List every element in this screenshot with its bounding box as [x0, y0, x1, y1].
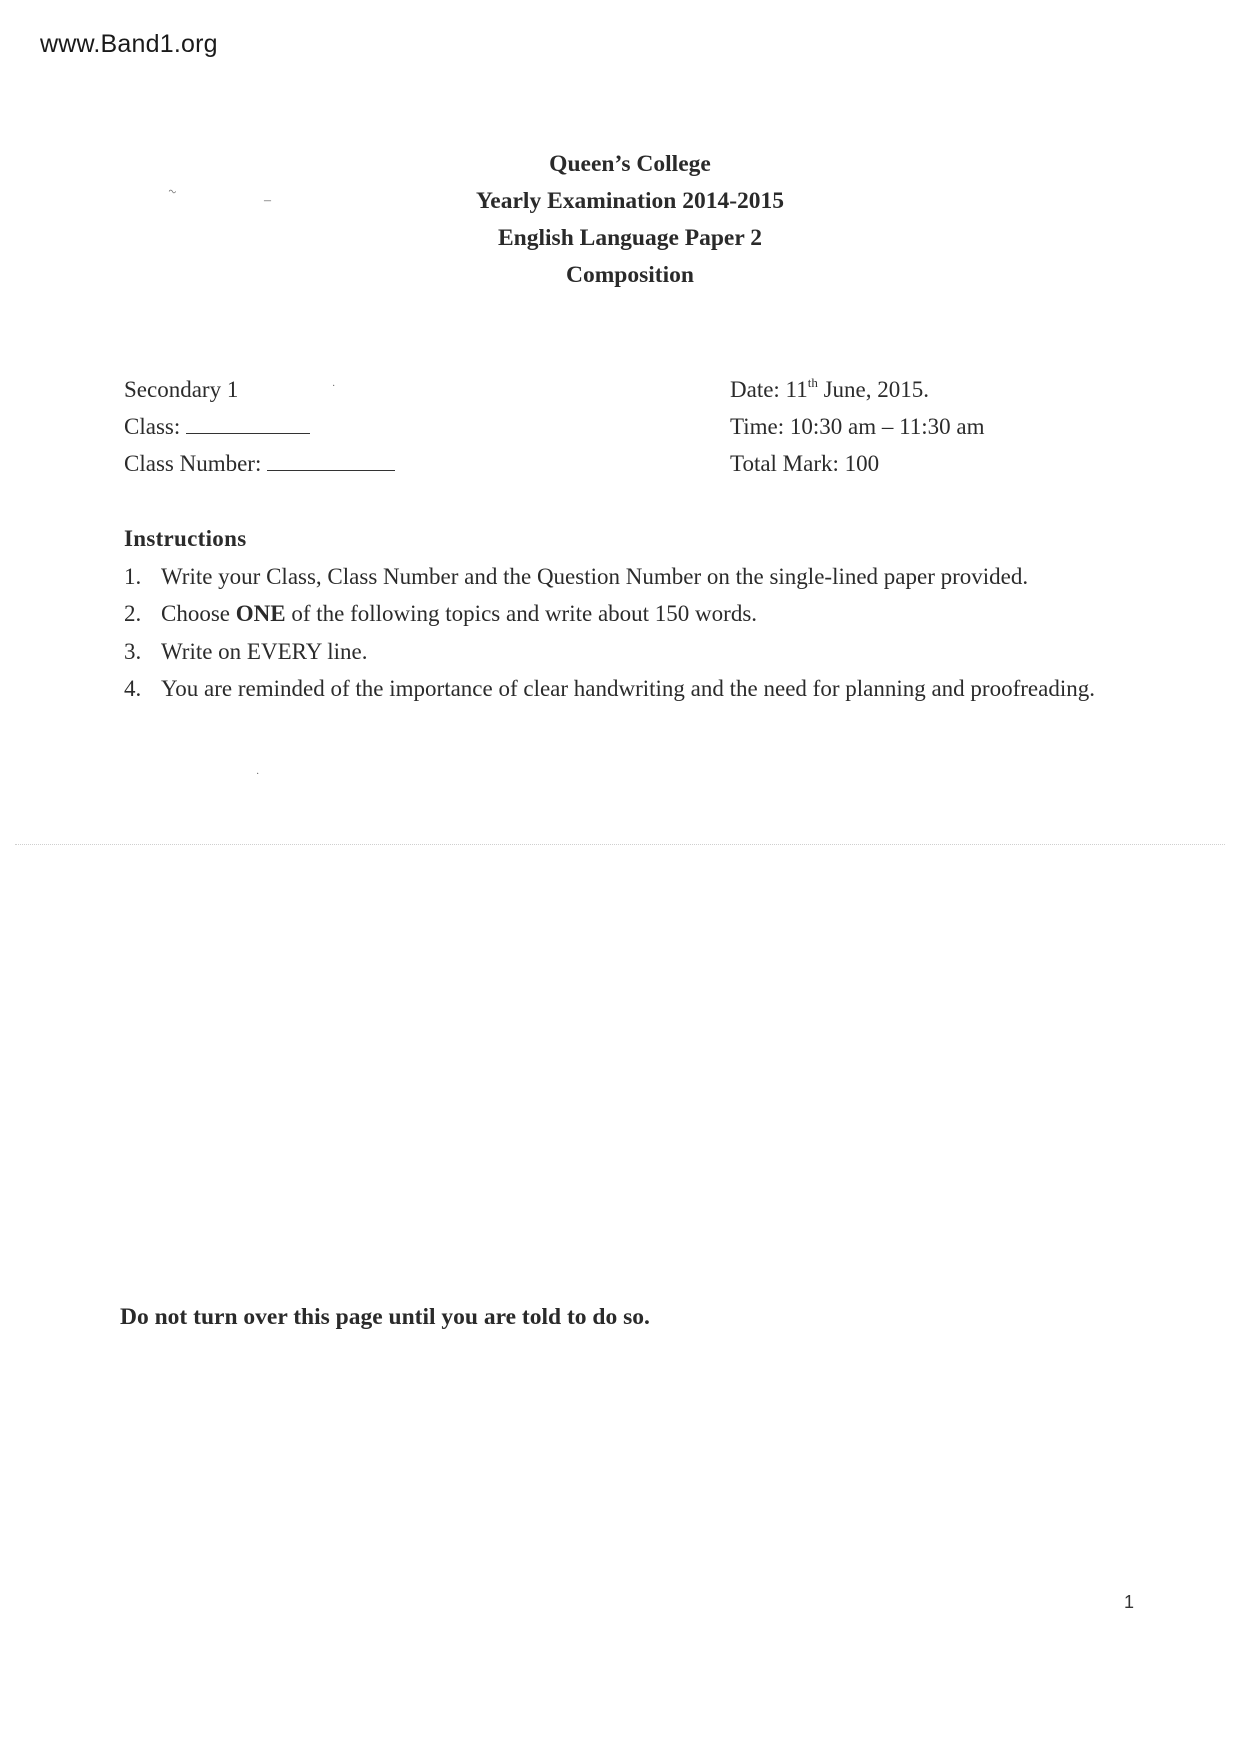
- section-title: Composition: [566, 262, 694, 288]
- instructions-section: [124, 520, 1138, 708]
- class-blank-line: [186, 415, 310, 434]
- paper-title: English Language Paper 2: [498, 225, 762, 251]
- class-number-field: [124, 445, 395, 482]
- instruction-text: Write on EVERY line.: [161, 638, 368, 664]
- warning-notice: Do not turn over this page until you are told to do so.: [120, 1304, 650, 1330]
- instruction-item: [124, 595, 1138, 633]
- scan-speck: ·: [332, 381, 336, 392]
- class-number-blank-line: [267, 452, 395, 471]
- scan-artifact-line: [15, 844, 1225, 845]
- instruction-text-post: of the following topics and write about 150 words.: [285, 601, 758, 626]
- level-label: Secondary 1: [124, 377, 239, 402]
- instruction-number: 2.: [124, 601, 142, 626]
- instruction-text: You are reminded of the importance of clear handwriting and the need for planning and proofreading.: [161, 676, 1095, 701]
- exam-time: Time: 10:30 am – 11:30 am: [730, 414, 985, 439]
- exam-title: Yearly Examination 2014-2015: [475, 188, 785, 214]
- instruction-item: [124, 670, 1138, 708]
- instruction-item: [124, 558, 1138, 596]
- class-label: Class:: [124, 414, 181, 439]
- total-mark: Total Mark: 100: [730, 451, 880, 476]
- instruction-number: 1.: [124, 563, 142, 589]
- date-prefix: Date: 11: [730, 377, 808, 402]
- school-name: Queen’s College: [549, 151, 711, 177]
- date-ordinal-suffix: th: [807, 375, 818, 390]
- date-suffix: June, 2015.: [817, 377, 930, 402]
- student-info-block: [124, 371, 395, 482]
- instruction-number: 3.: [124, 638, 142, 664]
- instruction-emphasis: ONE: [235, 601, 286, 626]
- instruction-text: Write your Class, Class Number and the Question Number on the single-lined paper provided.: [161, 563, 1029, 589]
- instruction-number: 4.: [124, 676, 142, 701]
- exam-info-block: [730, 371, 985, 482]
- watermark-url: www.Band1.org: [40, 30, 218, 58]
- instruction-item: [124, 633, 1138, 671]
- scan-speck: –: [264, 193, 271, 208]
- scan-speck: ~: [165, 184, 179, 201]
- scan-speck: ·: [256, 769, 260, 780]
- instructions-heading: Instructions: [124, 526, 247, 551]
- instruction-text: [161, 595, 1138, 633]
- class-field: [124, 408, 395, 445]
- instruction-text-pre: Choose: [161, 601, 236, 626]
- page-number: 1: [1124, 1592, 1135, 1612]
- exam-header: [0, 146, 1240, 294]
- class-number-label: Class Number:: [124, 451, 262, 476]
- exam-date: [730, 371, 985, 408]
